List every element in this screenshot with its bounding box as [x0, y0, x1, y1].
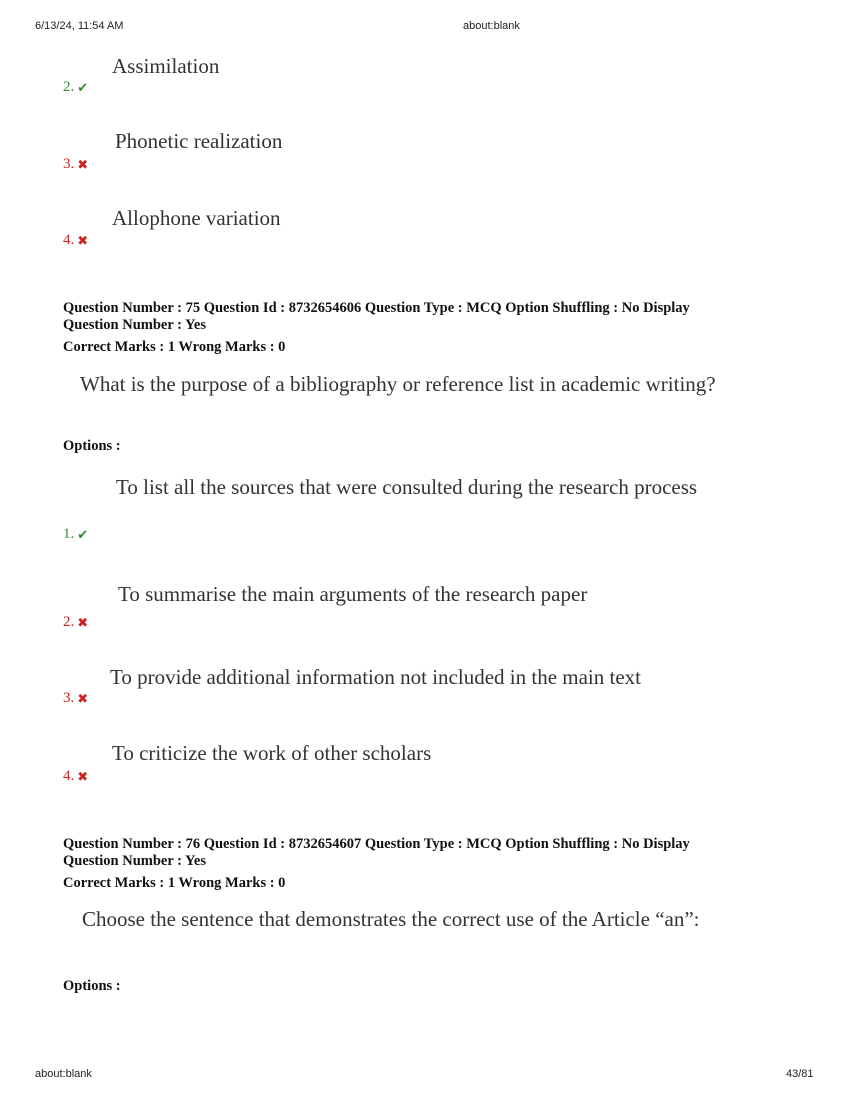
q76-marks: Correct Marks : 1 Wrong Marks : 0	[63, 875, 286, 891]
q75-options-label: Options :	[63, 438, 121, 454]
cross-icon: ✖	[77, 615, 89, 630]
q75-option-2-text: To summarise the main arguments of the research paper	[118, 582, 588, 606]
print-title: about:blank	[463, 20, 520, 32]
q75-option-3-number	[63, 690, 88, 707]
q75-marks: Correct Marks : 1 Wrong Marks : 0	[63, 339, 286, 355]
q75-question-text: What is the purpose of a bibliography or reference list in academic writing?	[80, 372, 716, 396]
option-number-label: 3.	[63, 156, 75, 172]
q76-question-text: Choose the sentence that demonstrates the correct use of the Article “an”:	[82, 907, 700, 931]
q75-meta-line2: Question Number : Yes	[63, 317, 206, 333]
q75-option-4-text: To criticize the work of other scholars	[112, 741, 432, 765]
q76-meta-line1: Question Number : 76 Question Id : 8732654607 Question Type : MCQ Option Shuffling : No Display	[63, 836, 690, 852]
prev-option-2-text: Assimilation	[112, 54, 220, 78]
q75-option-4-number	[63, 768, 88, 785]
prev-option-4-number	[63, 232, 88, 249]
print-footer-url: about:blank	[35, 1068, 92, 1080]
q75-option-1-number	[63, 526, 88, 543]
q75-option-3-text: To provide additional information not included in the main text	[110, 665, 641, 689]
cross-icon: ✖	[77, 233, 89, 248]
check-icon: ✔	[77, 80, 89, 95]
prev-option-3-number	[63, 156, 88, 173]
option-number-label: 1.	[63, 526, 75, 542]
prev-option-2-number	[63, 79, 88, 96]
option-number-label: 2.	[63, 79, 75, 95]
print-datetime: 6/13/24, 11:54 AM	[35, 20, 124, 32]
print-page-number: 43/81	[786, 1068, 814, 1080]
cross-icon: ✖	[77, 691, 89, 706]
check-icon: ✔	[77, 527, 89, 542]
q75-option-2-number	[63, 614, 88, 631]
option-number-label: 4.	[63, 232, 75, 248]
q75-option-1-text: To list all the sources that were consulted during the research process	[116, 475, 698, 499]
q76-options-label: Options :	[63, 978, 121, 994]
q76-meta-line2: Question Number : Yes	[63, 853, 206, 869]
prev-option-4-text: Allophone variation	[112, 206, 281, 230]
cross-icon: ✖	[77, 769, 89, 784]
option-number-label: 4.	[63, 768, 75, 784]
option-number-label: 2.	[63, 614, 75, 630]
cross-icon: ✖	[77, 157, 89, 172]
option-number-label: 3.	[63, 690, 75, 706]
q75-meta-line1: Question Number : 75 Question Id : 8732654606 Question Type : MCQ Option Shuffling : No Display	[63, 300, 690, 316]
prev-option-3-text: Phonetic realization	[115, 129, 283, 153]
